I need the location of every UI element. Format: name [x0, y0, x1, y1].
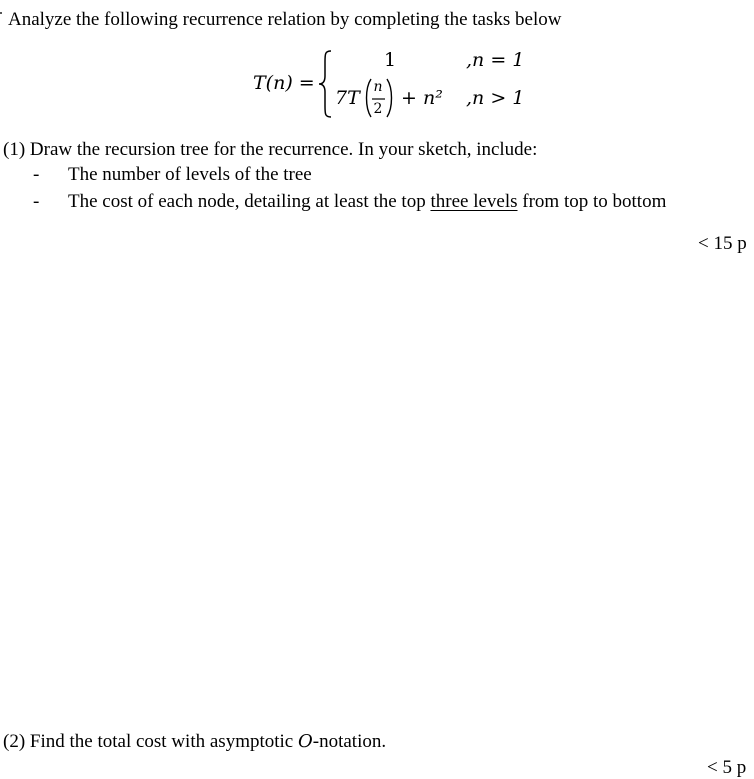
case2-condition: ,n > 1 [466, 87, 525, 109]
right-paren [386, 78, 394, 118]
intro-text: Analyze the following recurrence relation by completing the tasks below [8, 9, 562, 30]
part2-heading [3, 731, 386, 753]
equation-lhs: T(n) = [253, 72, 315, 94]
big-o-symbol: O [298, 731, 313, 752]
case2-tail: + n² [401, 87, 443, 109]
list-marker-dot [0, 12, 2, 14]
case1-value: 1 [384, 49, 397, 71]
bullet-levels: The number of levels of the tree [68, 164, 312, 185]
bullet-marker: - [33, 164, 40, 185]
fraction-denominator: 2 [373, 101, 383, 117]
bullet-marker: - [33, 191, 40, 212]
bullet-node-cost-tail: from top to bottom [522, 191, 667, 212]
bullet-node-cost-text: The cost of each node, detailing at least the top [68, 191, 426, 212]
part2-points: < 5 p [707, 757, 747, 778]
bullet-three-levels: three levels [430, 191, 518, 212]
fraction-bar [372, 98, 386, 100]
part1-heading: (1) Draw the recursion tree for the recurrence. In your sketch, include: [3, 139, 538, 160]
fraction-numerator: n [373, 79, 383, 95]
case2-coefficient: 7T [335, 87, 360, 109]
part1-points: < 15 p [698, 233, 747, 254]
bullet-node-cost [68, 191, 666, 213]
case1-condition: ,n = 1 [466, 49, 525, 71]
part2-heading-suffix: -notation. [312, 731, 387, 752]
part2-heading-prefix: (2) Find the total cost with asymptotic [3, 731, 294, 752]
case-brace [317, 50, 333, 118]
